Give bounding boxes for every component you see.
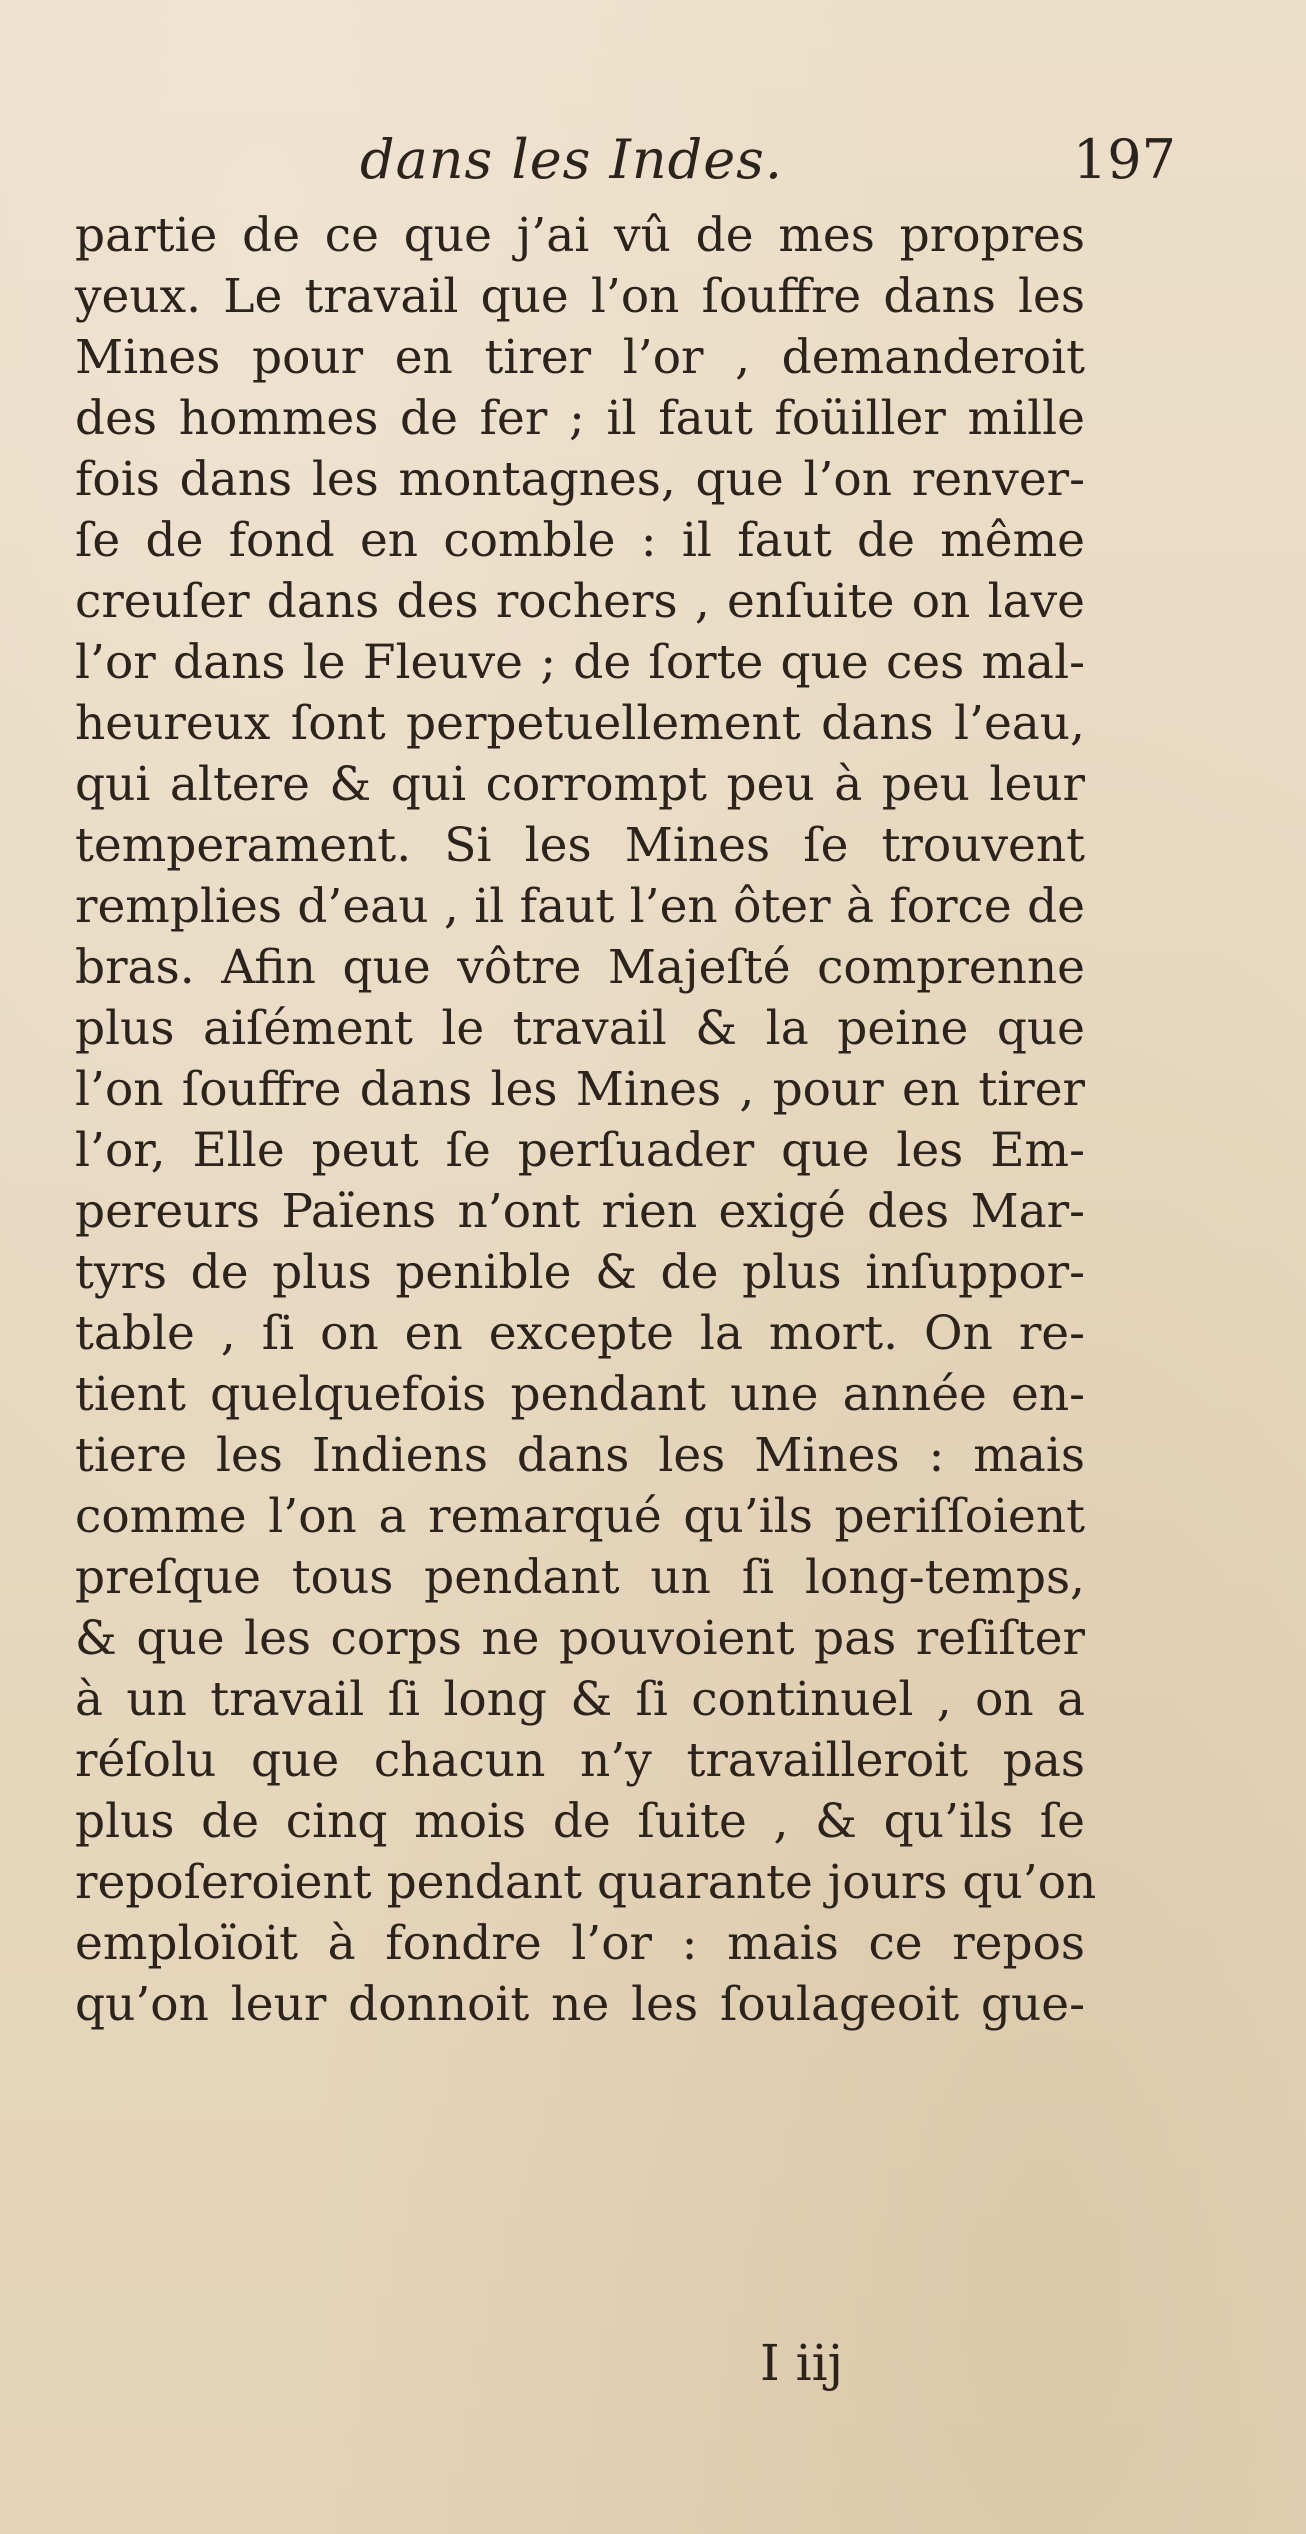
- running-title: dans les Indes.: [360, 128, 784, 191]
- text-line: bras. Afin que vôtre Majeſté comprenne: [75, 940, 1085, 995]
- text-line: tyrs de plus penible & de plus inſuppor-: [75, 1245, 1085, 1300]
- text-line: partie de ce que j’ai vû de mes propres: [75, 208, 1085, 263]
- page-footer: [760, 2328, 843, 2398]
- text-line: qu’on leur donnoit ne les ſoulageoit gue-: [75, 1977, 1085, 2032]
- text-line: l’on ſouffre dans les Mines , pour en tirer: [75, 1062, 1085, 1117]
- text-line: yeux. Le travail que l’on ſouffre dans les: [75, 269, 1085, 324]
- text-line: preſque tous pendant un ſi long-temps,: [75, 1550, 1085, 1605]
- text-line: temperament. Si les Mines ſe trouvent: [75, 818, 1085, 873]
- text-line: creuſer dans des rochers , enſuite on lave: [75, 574, 1085, 629]
- text-line: emploïoit à fondre l’or : mais ce repos: [75, 1916, 1085, 1971]
- text-line: ſe de fond en comble : il faut de même: [75, 513, 1085, 568]
- text-line: fois dans les montagnes, que l’on renver-: [75, 452, 1085, 507]
- text-line: pereurs Païens n’ont rien exigé des Mar-: [75, 1184, 1085, 1239]
- text-line: réſolu que chacun n’y travailleroit pas: [75, 1733, 1085, 1788]
- text-line: l’or dans le Fleuve ; de ſorte que ces mal-: [75, 635, 1085, 690]
- text-line: table , ſi on en excepte la mort. On re-: [75, 1306, 1085, 1361]
- body-text: [75, 205, 1097, 2035]
- text-line: comme l’on a remarqué qu’ils periſſoient: [75, 1489, 1085, 1544]
- page-number: 197: [1072, 128, 1176, 191]
- text-line: heureux ſont perpetuellement dans l’eau,: [75, 696, 1085, 751]
- text-line: des hommes de fer ; il faut foüiller mille: [75, 391, 1085, 446]
- text-line: repoſeroient pendant quarante jours qu’on: [75, 1855, 1097, 1910]
- text-line: & que les corps ne pouvoient pas reſiſter: [75, 1611, 1085, 1666]
- text-line: plus aiſément le travail & la peine que: [75, 1001, 1085, 1056]
- text-line: plus de cinq mois de ſuite , & qu’ils ſe: [75, 1794, 1085, 1849]
- text-line: qui altere & qui corrompt peu à peu leur: [75, 757, 1085, 812]
- text-line: l’or, Elle peut ſe perſuader que les Em-: [75, 1123, 1085, 1178]
- text-line: remplies d’eau , il faut l’en ôter à force de: [75, 879, 1085, 934]
- text-line: à un travail ſi long & ſi continuel , on a: [75, 1672, 1085, 1727]
- text-line: tiere les Indiens dans les Mines : mais: [75, 1428, 1085, 1483]
- page-header: [80, 120, 1226, 200]
- text-line: tient quelquefois pendant une année en-: [75, 1367, 1085, 1422]
- signature-mark: I iij: [760, 2334, 844, 2392]
- text-line: Mines pour en tirer l’or , demanderoit: [75, 330, 1085, 385]
